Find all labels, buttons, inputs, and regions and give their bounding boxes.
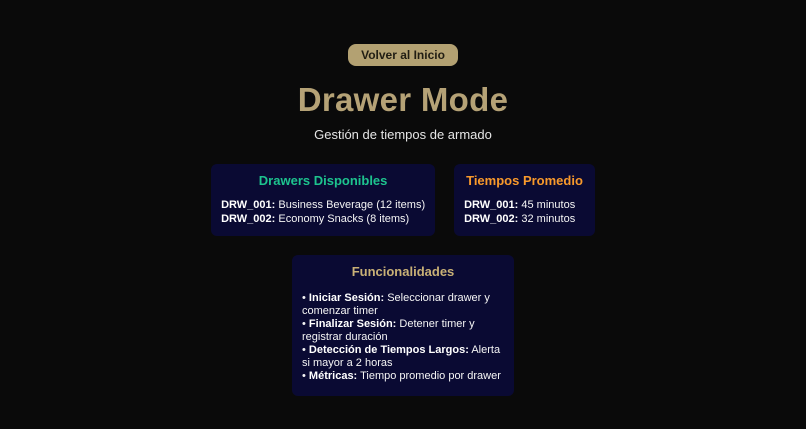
funcionalidad-item xyxy=(302,370,504,383)
drawer-item-row xyxy=(219,212,427,226)
info-cards-row xyxy=(0,164,806,236)
drawer-item-value: Economy Snacks (8 items) xyxy=(278,213,410,226)
funcionalidad-value: Alerta si mayor a 2 horas xyxy=(302,343,501,369)
bullet-glyph: • xyxy=(302,343,306,356)
card-tiempos-promedio xyxy=(454,164,595,236)
page-title: Drawer Mode xyxy=(297,81,509,118)
funcionalidad-value: Seleccionar drawer y comenzar timer xyxy=(302,291,490,317)
bullet-glyph: • xyxy=(302,369,306,382)
card-title-drawers-disponibles: Drawers Disponibles xyxy=(258,173,388,188)
drawer-item-value: Business Beverage (12 items) xyxy=(278,199,426,212)
tiempo-item-row xyxy=(462,198,587,212)
funcionalidad-item xyxy=(302,318,504,344)
card-title-tiempos-promedio: Tiempos Promedio xyxy=(466,173,583,188)
tiempo-item-label: DRW_001: xyxy=(464,199,519,212)
drawer-item-label: DRW_001: xyxy=(221,199,276,212)
funcionalidad-label: Finalizar Sesión: xyxy=(308,317,397,330)
funcionalidad-value: Detener timer y registrar duración xyxy=(302,317,475,343)
tiempo-item-row xyxy=(462,212,587,226)
tiempo-item-value: 45 minutos xyxy=(521,199,576,212)
bullet-glyph: • xyxy=(302,317,306,330)
funcionalidad-value: Tiempo promedio por drawer xyxy=(360,369,501,382)
tiempo-item-label: DRW_002: xyxy=(464,213,519,226)
card-drawers-disponibles xyxy=(211,164,435,236)
drawer-item-label: DRW_002: xyxy=(221,213,276,226)
drawer-item-row xyxy=(219,198,427,212)
funcionalidad-item xyxy=(302,292,504,318)
tiempo-item-value: 32 minutos xyxy=(521,213,576,226)
funcionalidad-item xyxy=(302,344,504,370)
funcionalidad-label: Métricas: xyxy=(308,369,358,382)
funcionalidad-label: Iniciar Sesión: xyxy=(308,291,385,304)
card-funcionalidades xyxy=(292,255,514,395)
page-subtitle: Gestión de tiempos de armado xyxy=(314,127,492,142)
funcionalidad-label: Detección de Tiempos Largos: xyxy=(308,343,469,356)
bullet-glyph: • xyxy=(302,291,306,304)
card-title-funcionalidades: Funcionalidades xyxy=(351,264,455,280)
back-to-home-button[interactable]: Volver al Inicio xyxy=(348,44,458,66)
